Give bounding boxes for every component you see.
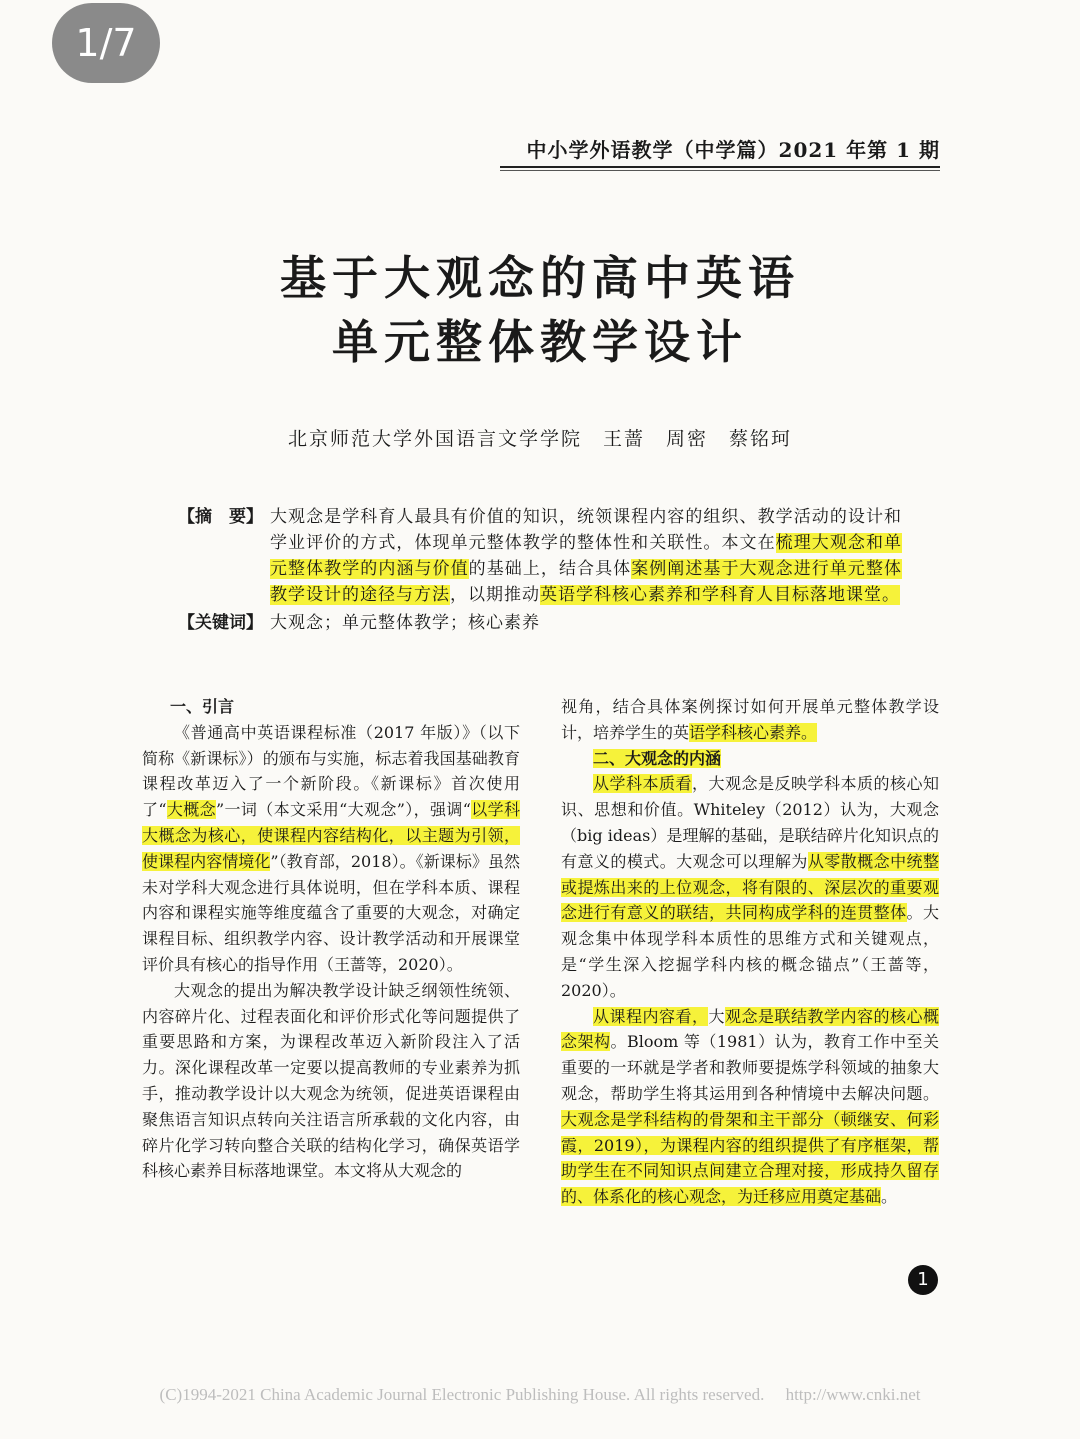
text-run: 。 [881,1187,898,1207]
section-heading [561,746,939,772]
abstract-block [178,504,902,636]
text-run: 《普通高中英语课程标准（2017 年版）》（以下简称《新课标》）的颁布与实施，标志着我国基础教育课程改革迈入了一个新阶段。《新课标》首次使用了“ [142,722,520,820]
text-run: ，大观念是反映学科本质的核心知识、思想和价值。Whiteley（2012）认为，大观念（big ideas）是理解的基础，是联结碎片化知识点的有意义的模式。大观念可以理解为 [561,774,939,871]
right-column [561,694,939,1210]
paragraph [561,1004,939,1210]
highlighted-text: 从零散概念中统整或提炼出来的上位观念，将有限的、深层次的重要观念进行有意义的联结，共同构成学科的连贯整体 [561,851,939,923]
text-run: 。大观念集中体现学科本质性的思维方式和关键观点，是“学生深入挖掘学科内核的概念锚点”（王蔷等，2020）。 [561,903,939,1000]
page-number: 1 [908,1265,938,1295]
section-heading: 一、引言 [170,697,235,716]
header-rule [500,166,940,168]
title-line-2: 单元整体教学设计 [332,315,748,369]
keywords-label: 【关键词】 [178,613,263,633]
highlighted-text: 英语学科核心素养和学科育人目标落地课堂。 [540,585,900,605]
journal-header: 中小学外语教学（中学篇）2021 年第 1 期 [526,138,940,162]
text-run: ”一词（本文采用“大观念”），强调“ [216,800,471,820]
highlighted-text: 以学科大概念为核心，使课程内容结构化，以主题为引领，使课程内容情境化 [142,800,520,871]
title-line-1: 基于大观念的高中英语 [280,251,800,305]
text-run: ”（教育部，2018）。《新课标》虽然未对学科大观念进行具体说明，但在学科本质、课程内容和课程实施等维度蕴含了重要的大观念，对确定课程目标、组织教学内容、设计教学活动和开展课堂评价具有核心的指导作用（王蔷等，2020）。 [142,851,520,974]
header-rule-thin [500,170,940,171]
abstract-text [270,504,902,608]
highlighted-text: 二、大观念的内涵 [593,748,722,768]
paragraph: 大观念的提出为解决教学设计缺乏纲领性统领、内容碎片化、过程表面化和评价形式化等问题提供了重要思路和方案，为课程改革迈入新阶段注入了活力。深化课程改革一定要以提高教师的专业素养为抓手，推动教学设计以大观念为统领，促进英语课程由聚焦语言知识点转向关注语言所承载的文化内容，由碎片化学习转向整合关联的结构化学习，确保英语学科核心素养目标落地课堂。本文将从大观念的 [142,980,520,1181]
highlighted-text: 大观念是学科结构的骨架和主干部分（顿继安、何彩霞，2019），为课程内容的组织提供了有序框架，帮助学生在不同知识点间建立合理对接，形成持久留存的、体系化的核心观念，为迁移应用奠定基础 [561,1109,939,1207]
text-run: 。Bloom 等（1981）认为，教育工作中至关重要的一环就是学者和教师要提炼学科领域的抽象大观念，帮助学生将其运用到各种情境中去解决问题。 [561,1032,939,1103]
page-counter-badge: 1/7 [52,3,160,83]
highlighted-text: 案例阐述基于大观念进行单元整体教学设计的途径与方法 [270,559,903,605]
text-run: 大 [708,1006,725,1026]
keywords-row [178,610,902,636]
text-run: 视角，结合具体案例探讨如何开展单元整体教学设计，培养学生的英 [561,697,939,742]
highlighted-text: 大概念 [166,800,216,820]
paragraph [561,771,939,1003]
highlighted-text: 梳理大观念和单元整体教学的内涵与价值 [270,533,903,579]
abstract-text-part: ，以期推动 [450,585,540,605]
left-column [142,694,520,1184]
paragraph [142,720,520,978]
highlighted-text: 从学科本质看 [593,774,692,794]
highlighted-text: 语学科核心素养。 [689,722,818,742]
authors: 北京师范大学外国语言文学学院 王蔷 周密 蔡铭珂 [287,428,792,450]
article-title [140,246,940,374]
copyright-footer: (C)1994-2021 China Academic Journal Electronic Publishing House. All rights reserved. http://www.cnki.net [159,1385,921,1404]
abstract-text-part: 的基础上，结合具体 [468,559,632,579]
highlighted-text: 观念是联结教学内容的核心概念架构 [561,1006,939,1052]
abstract-label: 【摘 要】 [178,507,263,527]
abstract-row [178,504,902,608]
keywords-text: 大观念；单元整体教学；核心素养 [270,613,540,633]
paragraph [561,694,939,746]
highlighted-text: 从课程内容看， [593,1006,709,1026]
abstract-text-part: 大观念是学科育人最具有价值的知识，统领课程内容的组织、教学活动的设计和学业评价的方式，体现单元整体教学的整体性和关联性。本文在 [270,507,902,553]
